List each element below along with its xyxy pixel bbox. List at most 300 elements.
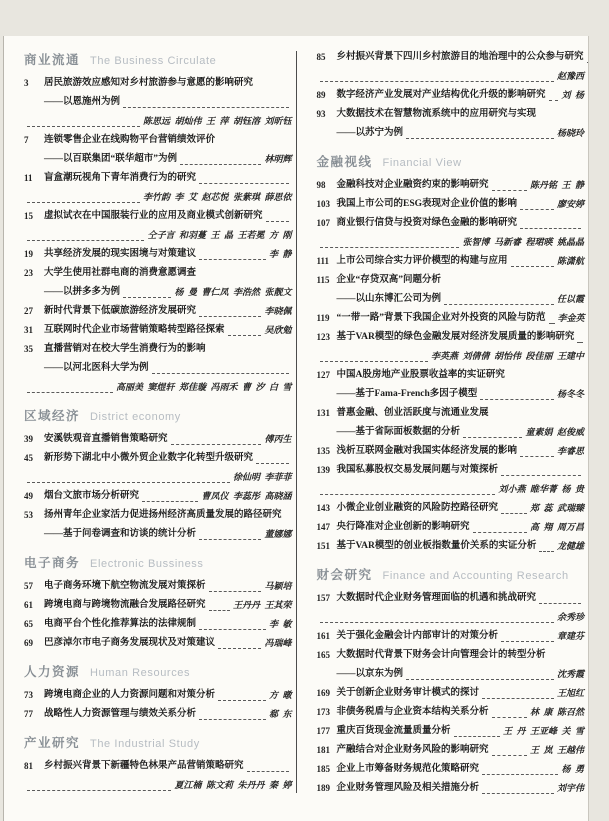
section-header — [317, 565, 585, 583]
toc-line — [317, 480, 585, 499]
toc-entry — [317, 309, 585, 328]
article-subtitle: ——以京东为例 — [336, 669, 404, 679]
article-authors: 曹凤仪 李蕊彤 高晓涵 — [201, 491, 292, 501]
page-number: 151 — [316, 541, 330, 551]
dotted-leader — [228, 335, 262, 336]
article-title: 居民旅游效应感知对乡村旅游参与意愿的影响研究 — [44, 78, 254, 88]
section-title-zh: 区域经济 — [24, 409, 81, 423]
page-number: 127 — [316, 370, 330, 380]
article-subtitle: ——基于Fama-French多因子模型 — [336, 389, 478, 399]
toc-line — [317, 233, 585, 252]
page-number: 27 — [24, 306, 33, 316]
dotted-leader — [171, 444, 262, 445]
dotted-leader — [320, 494, 496, 495]
article-title: 商业银行信贷与投资对绿色金融的影响研究 — [336, 218, 518, 228]
article-title: 上市公司综合实力评价模型的构建与应用 — [336, 256, 508, 266]
article-authors: 任以霞 — [556, 294, 584, 304]
article-authors: 王丹丹 王其荣 — [232, 600, 292, 610]
dotted-leader — [539, 551, 554, 552]
article-authors: 高丽美 窦煜轩 郑佳璇 冯雨禾 曹 汐 白 雪 — [115, 382, 292, 392]
dotted-leader — [199, 539, 261, 540]
article-title: 乡村振兴背景下四川乡村旅游目的地治理中的公众参与研究 — [336, 52, 584, 62]
dotted-leader — [549, 100, 559, 101]
article-subtitle: ——以苏宁为例 — [336, 128, 404, 138]
dotted-leader — [199, 183, 288, 184]
article-authors: 余秀珍 — [556, 612, 584, 622]
page-number: 103 — [316, 199, 330, 209]
article-title: 央行降准对企业创新的影响研究 — [336, 522, 470, 532]
toc-line — [317, 105, 585, 124]
article-authors: 陈思远 胡灿伟 王 萍 胡钰溶 刘昕钰 — [142, 116, 292, 126]
page-number: 11 — [24, 173, 33, 183]
article-authors: 仝子言 和羽蔓 王 晶 王若冕 方 刚 — [147, 230, 292, 240]
dotted-leader — [256, 463, 288, 464]
page-number: 185 — [316, 764, 330, 774]
toc-entry — [317, 589, 585, 627]
toc-entry — [24, 506, 292, 544]
article-authors: 杨冬冬 — [556, 389, 584, 399]
page-number: 7 — [24, 135, 29, 145]
toc-entry — [317, 722, 585, 741]
article-authors: 李金英 — [557, 313, 585, 323]
section-title-en: Electronic Bussiness — [90, 558, 204, 570]
article-authors: 章建芬 — [556, 631, 584, 641]
toc-line — [317, 442, 585, 461]
article-title: 互联网时代企业市场营销策略转型路径探索 — [44, 325, 225, 335]
page-number: 69 — [24, 638, 33, 648]
article-title: 数字经济产业发展对产业结构优化升级的影响研究 — [336, 90, 546, 100]
dotted-leader — [482, 793, 554, 794]
toc-entry — [317, 779, 585, 798]
section-header — [24, 50, 292, 68]
dotted-leader — [587, 62, 588, 63]
dotted-leader — [511, 266, 554, 267]
page-number: 93 — [316, 109, 326, 119]
article-title: 跨境电商与跨境物流融合发展路径研究 — [44, 600, 206, 610]
dotted-leader — [482, 698, 554, 699]
toc-entry — [24, 74, 292, 131]
page-number: 181 — [316, 745, 330, 755]
article-authors: 傅丙生 — [264, 434, 292, 444]
article-title: 电子商务环境下航空物流发展对策探析 — [44, 581, 206, 591]
toc-entry — [317, 86, 585, 105]
toc-entry — [24, 321, 292, 340]
article-title: 浅析互联网金融对我国实体经济发展的影响 — [336, 446, 518, 456]
article-authors: 李 敏 — [268, 619, 292, 629]
toc-line — [24, 634, 292, 653]
toc-line — [24, 188, 292, 207]
toc-line — [317, 627, 585, 646]
toc-entry — [24, 487, 292, 506]
article-title: 金融科技对企业融资约束的影响研究 — [336, 180, 489, 190]
section-header — [24, 662, 292, 680]
article-authors: 林明辉 — [264, 154, 292, 164]
article-authors: 李竹韵 李 艾 赵芯悦 张紫琪 薛思依 — [142, 192, 292, 202]
article-authors: 高 翔 周万昌 — [529, 522, 584, 532]
article-authors: 李英燕 刘倩倩 胡怡伟 段佳丽 王建中 — [430, 351, 584, 361]
toc-line — [24, 430, 292, 449]
dotted-leader — [27, 240, 144, 241]
page-number: 35 — [24, 344, 33, 354]
article-authors: 刘 杨 — [561, 90, 584, 100]
dotted-leader — [520, 228, 581, 229]
section-header — [317, 152, 585, 170]
article-authors: 杨 曼 曹仁凤 李浩然 张靓文 — [174, 287, 292, 297]
dotted-leader — [520, 456, 554, 457]
dotted-leader — [480, 399, 554, 400]
section-title-zh: 产业研究 — [24, 736, 81, 750]
toc-line — [317, 290, 585, 309]
toc-entry — [24, 577, 292, 596]
toc-line — [24, 596, 292, 615]
toc-entry — [317, 252, 585, 271]
article-authors: 陈丹铭 王 静 — [529, 180, 584, 190]
toc-column-right — [297, 48, 589, 821]
dotted-leader — [320, 622, 554, 623]
page-number: 23 — [24, 268, 33, 278]
dotted-leader — [444, 304, 554, 305]
dotted-leader — [123, 107, 288, 108]
toc-line — [317, 86, 585, 105]
toc-entry — [24, 757, 292, 795]
dotted-leader — [123, 297, 171, 298]
toc-entry — [24, 596, 292, 615]
article-title: 企业财务管理风险及相关措施分析 — [336, 783, 480, 793]
article-authors: 林 康 陈召然 — [529, 707, 584, 717]
page-number: 89 — [316, 90, 326, 100]
toc-line — [317, 124, 585, 143]
article-authors: 刘小燕 睢华菁 杨 贵 — [498, 484, 584, 494]
toc-entry — [24, 449, 292, 487]
dotted-leader — [199, 316, 261, 317]
page-number: 143 — [316, 503, 330, 513]
dotted-leader — [27, 126, 140, 127]
toc-columns — [4, 36, 588, 821]
toc-entry — [317, 537, 585, 556]
page-number: 73 — [24, 690, 33, 700]
toc-line — [317, 328, 585, 347]
dotted-leader — [492, 190, 527, 191]
article-authors: 童素娟 赵俊威 — [525, 427, 584, 437]
dotted-leader — [209, 591, 262, 592]
dotted-leader — [199, 629, 266, 630]
article-title: 关于强化金融会计内部审计的对策分析 — [336, 631, 499, 641]
toc-line — [317, 646, 585, 665]
article-title: 新时代背景下低碳旅游经济发展研究 — [44, 306, 197, 316]
page-number: 131 — [316, 408, 330, 418]
section-title-zh: 人力资源 — [24, 665, 81, 679]
page-number: 57 — [24, 581, 33, 591]
toc-line — [24, 207, 292, 226]
toc-entry — [24, 264, 292, 302]
article-title: 烟台文旅市场分析研究 — [44, 491, 140, 501]
article-title: 跨境电商企业的人力资源问题和对策分析 — [44, 690, 216, 700]
section-title-en: The Business Circulate — [90, 55, 217, 67]
article-authors: 张智博 马新睿 程珺暎 姚晶晶 — [462, 237, 584, 247]
toc-entry — [24, 705, 292, 724]
article-title: 大数据技术在智慧物流系统中的应用研究与实现 — [336, 109, 537, 119]
page-number: 157 — [316, 593, 330, 603]
toc-line — [317, 309, 585, 328]
article-authors: 夏江楠 陈文莉 朱丹丹 秦 婷 — [174, 780, 292, 790]
toc-entry — [24, 686, 292, 705]
page-number: 135 — [316, 446, 330, 456]
dotted-leader — [320, 247, 460, 248]
dotted-leader — [501, 641, 554, 642]
article-title: 产融结合对企业财务风险的影响研究 — [336, 745, 489, 755]
toc-line — [317, 176, 585, 195]
article-authors: 徐仙明 李菲菲 — [232, 472, 292, 482]
article-authors: 刘宇伟 — [556, 783, 584, 793]
page-number: 85 — [316, 52, 326, 62]
toc-entry — [317, 684, 585, 703]
page-number: 98 — [316, 180, 326, 190]
dotted-leader — [199, 719, 266, 720]
toc-line — [24, 245, 292, 264]
article-authors: 方 暾 — [268, 690, 292, 700]
article-authors: 吴欣勉 — [264, 325, 292, 335]
dotted-leader — [539, 603, 581, 604]
article-authors: 马颖培 — [264, 581, 292, 591]
dotted-leader — [406, 138, 554, 139]
toc-line — [24, 93, 292, 112]
dotted-leader — [152, 373, 289, 374]
article-authors: 郑 蕊 武瑞臻 — [529, 503, 584, 513]
article-title: 关于创新企业财务审计模式的探讨 — [336, 688, 480, 698]
toc-line — [317, 589, 585, 608]
article-title: 战略性人力资源管理与绩效关系分析 — [44, 709, 197, 719]
toc-line — [317, 741, 585, 760]
dotted-leader — [501, 475, 581, 476]
section-title-zh: 商业流通 — [24, 53, 81, 67]
article-title: 小微企业创业融资的风险防控路径研究 — [336, 503, 499, 513]
page-number: 49 — [24, 491, 33, 501]
page-number: 177 — [316, 726, 330, 736]
toc-line — [317, 779, 585, 798]
toc-line — [317, 537, 585, 556]
article-authors: 郗 东 — [268, 709, 292, 719]
article-title: 大学生使用社群电商的消费意愿调查 — [44, 268, 197, 278]
article-title: 我国上市公司的ESG表现对企业价值的影响 — [336, 199, 518, 209]
article-subtitle: ——基于省际面板数据的分析 — [336, 427, 461, 437]
article-authors: 沈秀霞 — [556, 669, 584, 679]
section-title-zh: 财会研究 — [316, 568, 373, 582]
toc-entry — [317, 328, 585, 366]
dotted-leader — [247, 771, 289, 772]
article-authors: 陈潇航 — [556, 256, 584, 266]
toc-line — [317, 347, 585, 366]
toc-line — [24, 169, 292, 188]
toc-entry — [24, 634, 292, 653]
page-number: 81 — [24, 761, 33, 771]
article-title: 直播营销对在校大学生消费行为的影响 — [44, 344, 206, 354]
toc-entry — [317, 646, 585, 684]
dotted-leader — [492, 755, 527, 756]
toc-line — [317, 48, 585, 67]
toc-column-left — [4, 48, 296, 821]
dotted-leader — [577, 342, 583, 343]
page-number: 107 — [316, 218, 330, 228]
page-number: 45 — [24, 453, 33, 463]
toc-entry — [317, 105, 585, 143]
page-number: 77 — [24, 709, 33, 719]
toc-line — [317, 195, 585, 214]
dotted-leader — [320, 81, 554, 82]
section-title-en: The Industrial Study — [90, 738, 200, 750]
toc-line — [317, 608, 585, 627]
article-title: 扬州青年企业家活力促进扬州经济高质量发展的路径研究 — [44, 510, 282, 520]
toc-line — [24, 487, 292, 506]
toc-line — [24, 283, 292, 302]
article-title: 新形势下湖北中小微外贸企业数字化转型升级研究 — [44, 453, 254, 463]
toc-entry — [24, 131, 292, 169]
toc-entry — [24, 207, 292, 245]
article-title: “一带一路”背景下我国企业对外投资的风险与防范 — [336, 313, 546, 323]
toc-line — [317, 760, 585, 779]
toc-line — [24, 705, 292, 724]
article-title: 乡村振兴背景下新疆特色林果产品营销策略研究 — [44, 761, 244, 771]
toc-entry — [317, 48, 585, 86]
dotted-leader — [406, 679, 554, 680]
toc-entry — [317, 176, 585, 195]
toc-entry — [24, 245, 292, 264]
dotted-leader — [218, 648, 261, 649]
dotted-leader — [549, 323, 555, 324]
article-authors: 杨晓玲 — [556, 128, 584, 138]
toc-entry — [24, 430, 292, 449]
dotted-leader — [482, 774, 558, 775]
toc-line — [317, 252, 585, 271]
article-title: 中国A股房地产业股票收益率的实证研究 — [336, 370, 505, 380]
dotted-leader — [142, 501, 198, 502]
toc-line — [24, 359, 292, 378]
toc-line — [317, 385, 585, 404]
dotted-leader — [27, 790, 171, 791]
dotted-leader — [520, 209, 554, 210]
article-subtitle: ——以拼多多为例 — [44, 287, 121, 297]
toc-line — [24, 615, 292, 634]
dotted-leader — [320, 361, 428, 362]
toc-line — [317, 518, 585, 537]
toc-line — [317, 684, 585, 703]
article-subtitle: ——以河北医科大学为例 — [44, 363, 149, 373]
page-number: 111 — [316, 256, 330, 266]
article-authors: 龙健雄 — [556, 541, 584, 551]
article-title: 共享经济发展的现实困境与对策建议 — [44, 249, 197, 259]
article-authors: 王 岚 王越伟 — [529, 745, 584, 755]
toc-entry — [24, 615, 292, 634]
article-authors: 杨 勇 — [561, 764, 584, 774]
dotted-leader — [27, 202, 140, 203]
page-number: 19 — [24, 249, 33, 259]
page-number: 31 — [24, 325, 33, 335]
page-number: 173 — [316, 707, 330, 717]
section-title-zh: 电子商务 — [24, 556, 81, 570]
toc-line — [317, 214, 585, 233]
toc-line — [317, 499, 585, 518]
article-title: 盲盒潮玩视角下青年消费行为的研究 — [44, 173, 197, 183]
dotted-leader — [454, 736, 500, 737]
toc-entry — [317, 461, 585, 499]
toc-entry — [317, 499, 585, 518]
article-title: 普惠金融、创业活跃度与流通业发展 — [336, 408, 489, 418]
toc-line — [24, 449, 292, 468]
toc-entry — [317, 703, 585, 722]
toc-line — [24, 321, 292, 340]
article-title: 虚拟试衣在中国服装行业的应用及商业模式创新研究 — [44, 211, 263, 221]
page-number: 161 — [316, 631, 330, 641]
toc-line — [24, 577, 292, 596]
toc-entry — [317, 442, 585, 461]
toc-entry — [317, 271, 585, 309]
toc-entry — [317, 741, 585, 760]
toc-line — [24, 776, 292, 795]
article-subtitle: ——以山东博汇公司为例 — [336, 294, 442, 304]
page-number: 3 — [24, 78, 29, 88]
article-authors: 李 静 — [268, 249, 292, 259]
article-authors: 董娜娜 — [264, 529, 292, 539]
dotted-leader — [266, 221, 289, 222]
toc-line — [24, 468, 292, 487]
section-title-en: Finance and Accounting Research — [382, 570, 569, 582]
toc-entry — [317, 366, 585, 404]
toc-line — [317, 271, 585, 290]
toc-entry — [24, 302, 292, 321]
dotted-leader — [209, 610, 230, 611]
section-header — [24, 733, 292, 751]
toc-line — [24, 340, 292, 359]
page-number: 119 — [316, 313, 330, 323]
page-number: 123 — [316, 332, 330, 342]
section-title-en: Financial View — [382, 157, 462, 169]
article-title: 巴彦淖尔市电子商务发展现状及对策建议 — [44, 638, 216, 648]
article-subtitle: ——以恩施州为例 — [44, 97, 121, 107]
toc-line — [317, 366, 585, 385]
article-authors: 廖安婷 — [556, 199, 584, 209]
toc-entry — [24, 169, 292, 207]
toc-entry — [317, 404, 585, 442]
toc-entry — [317, 214, 585, 252]
toc-line — [24, 686, 292, 705]
article-title: 企业“存贷双高”问题分析 — [336, 275, 442, 285]
article-authors: 李晓佩 — [264, 306, 292, 316]
toc-line — [24, 150, 292, 169]
article-title: 我国私募股权交易发展问题与对策探析 — [336, 465, 499, 475]
toc-line — [24, 131, 292, 150]
toc-line — [24, 112, 292, 131]
toc-line — [317, 703, 585, 722]
toc-line — [24, 302, 292, 321]
page-number: 15 — [24, 211, 33, 221]
dotted-leader — [501, 513, 527, 514]
article-subtitle: ——基于问卷调查和访谈的统计分析 — [44, 529, 197, 539]
article-title: 连锁零售企业在线购物平台营销绩效评价 — [44, 135, 216, 145]
article-authors: 冯瑞峰 — [264, 638, 292, 648]
toc-line — [317, 722, 585, 741]
toc-line — [317, 665, 585, 684]
section-title-en: Human Resources — [90, 667, 191, 679]
dotted-leader — [473, 532, 527, 533]
toc-page — [3, 36, 589, 821]
toc-line — [317, 423, 585, 442]
dotted-leader — [180, 164, 261, 165]
article-title: 安溪铁观音直播销售策略研究 — [44, 434, 168, 444]
page-number: 189 — [316, 783, 330, 793]
article-authors: 赵豫西 — [556, 71, 584, 81]
page-number: 115 — [316, 275, 330, 285]
article-title: 基于VAR模型的绿色金融发展对经济发展质量的影响研究 — [336, 332, 575, 342]
page-number: 147 — [316, 522, 330, 532]
